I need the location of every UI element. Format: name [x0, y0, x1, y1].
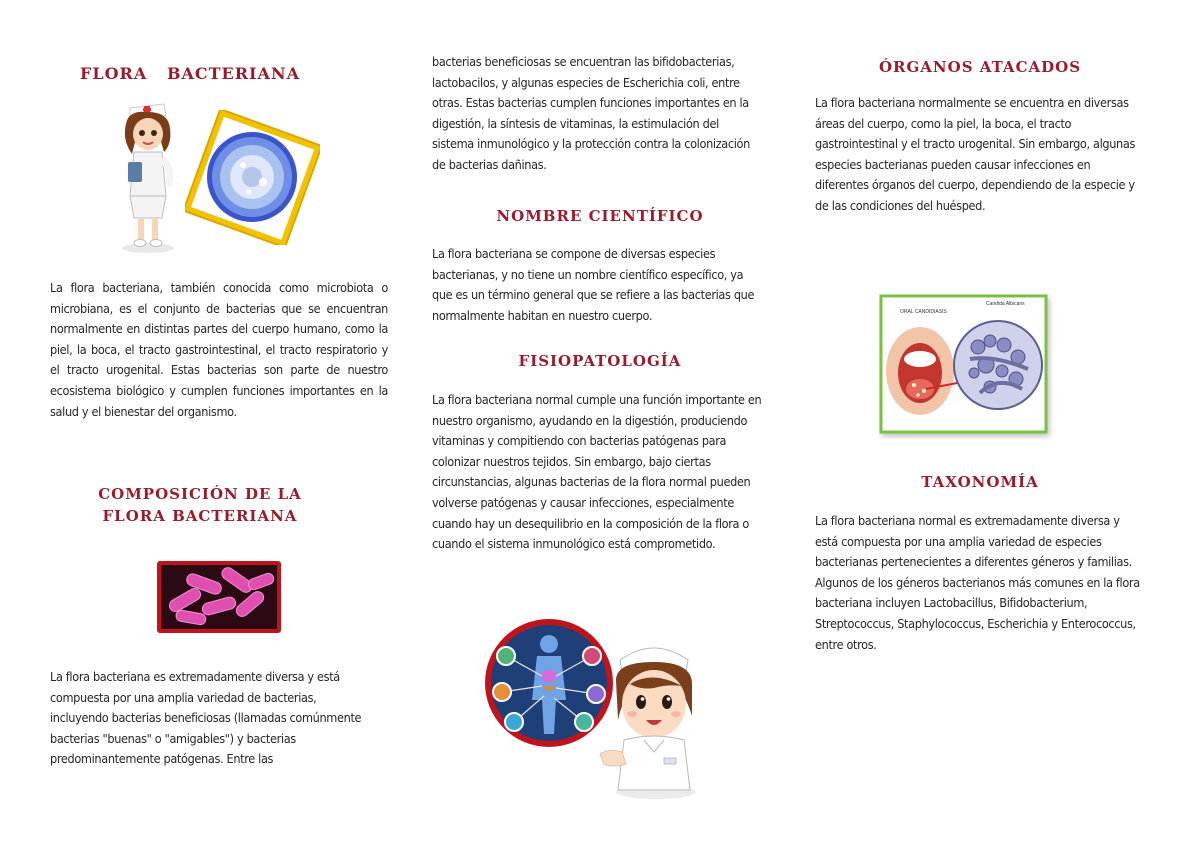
title-fisiopatologia: FISIOPATOLOGÍA	[518, 352, 682, 370]
nurse-illustration	[108, 96, 188, 256]
title-organos-atacados: ÓRGANOS ATACADOS	[878, 58, 1082, 76]
nurse-presenting-illustration	[594, 640, 714, 800]
taxonomy-paragraph: La flora bacteriana normal es extremadamente diversa y está compuesta por una amplia variedad de especies bacterianas pertenecientes a diferentes géneros y familias. Algunos de los géneros bacterianos más comunes en la flora bacteriana incluyen Lactobacillus, Bifidobacterium, Streptococcus, Staphylococcus, Escherichia y Enterococcus, entre otros.	[815, 513, 1140, 652]
intro-paragraph: La flora bacteriana, también conocida como microbiota o microbiana, es el conjunto de bacterias que se encuentran normalmente en distintas partes del cuerpo humano, como la piel, la boca, el tracto gastrointestinal, el tracto respiratorio y el tracto urogenital. Estas bacterias son parte de nuestro ecosistema biológico y cumplen funciones importantes en la salud y el bienestar del organismo.	[50, 280, 388, 419]
continuation-paragraph: bacterias beneficiosas se encuentran las bifidobacterias, lactobacilos, y algunas especies de Escherichia coli, entre otras. Estas bacterias cumplen funciones importantes en la digestión, la síntesis de vitaminas, la estimulación del sistema inmunológico y la protección contra la colonización de bacterias dañinas.	[432, 54, 750, 172]
petri-dish-illustration	[185, 110, 320, 245]
title-flora-bacteriana: FLORA BACTERIANA	[80, 64, 300, 83]
candida-albicans-label: Candida Albicans	[986, 301, 1025, 307]
oral-candidiasis-image	[878, 293, 1053, 439]
oral-candidiasis-label: ORAL CANDIDIASIS	[900, 309, 947, 315]
physiopathology-paragraph: La flora bacteriana normal cumple una función importante en nuestro organismo, ayudando en la digestión, produciendo vitaminas y compitiendo con bacterias patógenas para colonizar nuestros tejidos. Sin embargo, bajo ciertas circunstancias, algunas bacterias de la flora normal pueden volverse patógenas y causar infecciones, especialmente cuando hay un desequilibrio en la composición de la flora o cuando el sistema inmunológico está comprometido.	[432, 392, 762, 552]
title-taxonomia: TAXONOMÍA	[921, 473, 1039, 491]
bacteria-microscope-image	[156, 560, 282, 634]
title-composicion: COMPOSICIÓN DE LA FLORA BACTERIANA	[98, 485, 302, 525]
organs-paragraph: La flora bacteriana normalmente se encuentra en diversas áreas del cuerpo, como la piel, la boca, el tracto gastrointestinal y el tracto urogenital. Sin embargo, algunas especies bacterianas pueden causar infecciones en diferentes órganos del cuerpo, dependiendo de la especie y de las condiciones del huésped.	[815, 95, 1136, 213]
composition-paragraph: La flora bacteriana es extremadamente diversa y está compuesta por una amplia variedad de bacterias, incluyendo bacterias beneficiosas (llamadas comúnmente bacterias "buenas" o "amigables") y bacterias predominantemente patógenas. Entre las	[50, 669, 362, 767]
scientific-name-paragraph: La flora bacteriana se compone de diversas especies bacterianas, y no tiene un nombre científico específico, ya que es un término general que se refiere a las bacterias que normalmente habitan en nuestro cuerpo.	[432, 246, 755, 323]
title-nombre-cientifico: NOMBRE CIENTÍFICO	[496, 207, 704, 225]
